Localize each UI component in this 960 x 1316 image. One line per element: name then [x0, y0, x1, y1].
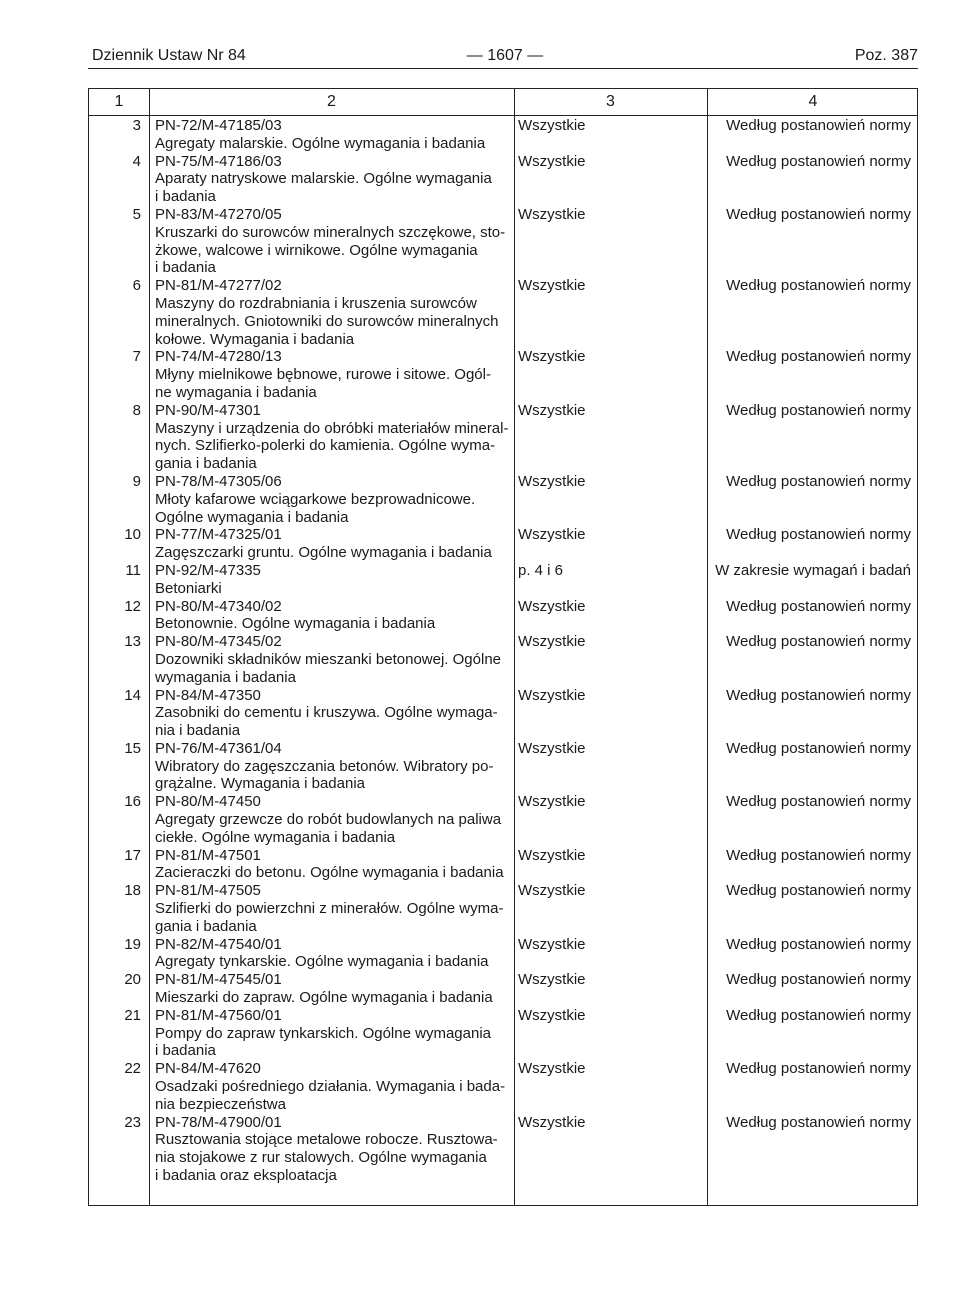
row-number: 10	[124, 526, 141, 544]
row-number: 14	[124, 686, 141, 704]
requirements-cell: Według postanowień normy	[726, 472, 911, 490]
column-header: 1	[114, 93, 124, 110]
requirements-cell: Według postanowień normy	[726, 846, 911, 864]
standard-description	[155, 348, 507, 401]
scope-cell: Wszystkie	[518, 1006, 586, 1024]
standard-description	[155, 598, 507, 634]
standard-title-line: Aparaty natryskowe malarskie. Ogólne wymagania	[155, 170, 492, 188]
table-row	[89, 117, 917, 153]
standard-description	[155, 1114, 507, 1185]
requirements-cell: Według postanowień normy	[726, 633, 911, 651]
standard-title-line: wymagania i badania	[155, 668, 296, 686]
table-row	[89, 402, 917, 473]
table-row	[89, 598, 917, 634]
standard-code: PN-75/M-47186/03	[155, 152, 282, 170]
standard-code: PN-80/M-47450	[155, 793, 261, 811]
table-row	[89, 793, 917, 846]
standard-title-line: nia stojakowe z rur stalowych. Ogólne wymagania	[155, 1149, 487, 1167]
scope-cell: Wszystkie	[518, 526, 586, 544]
requirements-cell: Według postanowień normy	[726, 205, 911, 223]
row-number: 21	[124, 1006, 141, 1024]
standard-description	[155, 936, 507, 972]
table-row	[89, 882, 917, 935]
requirements-cell: Według postanowień normy	[726, 1060, 911, 1078]
scope-cell: Wszystkie	[518, 793, 586, 811]
requirements-cell: Według postanowień normy	[726, 793, 911, 811]
table-header-row	[89, 89, 917, 116]
scope-cell: Wszystkie	[518, 117, 586, 134]
standard-title-line: i badania	[155, 188, 216, 206]
row-number: 15	[124, 739, 141, 757]
standard-code: PN-78/M-47900/01	[155, 1113, 282, 1131]
standard-title-line: Agregaty tynkarskie. Ogólne wymagania i badania	[155, 953, 489, 971]
standard-title-line: Dozowniki składników mieszanki betonowej. Ogólne	[155, 650, 502, 668]
standard-title-line: Mieszarki do zapraw. Ogólne wymagania i badania	[155, 989, 493, 1007]
standard-title-line: Zagęszczarki gruntu. Ogólne wymagania i badania	[155, 544, 492, 562]
journal-title: Dziennik Ustaw Nr 84	[92, 47, 246, 64]
standard-title-line: ciekłe. Ogólne wymagania i badania	[155, 828, 396, 846]
table-row	[89, 633, 917, 686]
standard-code: PN-80/M-47340/02	[155, 597, 282, 615]
table-row	[89, 740, 917, 793]
standard-title-line: nych. Szlifierko-polerki do kamienia. Ogólne wyma-	[155, 437, 496, 455]
standard-title-line: mineralnych. Gniotowniki do surowców mineralnych	[155, 312, 499, 330]
standard-title-line: Młyny mielnikowe bębnowe, rurowe i sitowe. Ogól-	[155, 366, 491, 384]
standard-code: PN-81/M-47501	[155, 846, 261, 864]
requirements-cell: Według postanowień normy	[726, 935, 911, 953]
standard-title-line: Maszyny i urządzenia do obróbki materiałów mineral-	[155, 419, 509, 437]
table-row	[89, 562, 917, 598]
requirements-cell: W zakresie wymagań i badań	[715, 561, 911, 579]
standard-description	[155, 971, 507, 1007]
requirements-cell: Według postanowień normy	[726, 686, 911, 704]
standard-title-line: Kruszarki do surowców mineralnych szczękowe, sto-	[155, 223, 506, 241]
table-row	[89, 153, 917, 206]
standard-title-line: gania i badania	[155, 917, 257, 935]
scope-cell: Wszystkie	[518, 633, 586, 651]
table-row	[89, 847, 917, 883]
standard-description	[155, 402, 507, 473]
scope-cell: Wszystkie	[518, 1060, 586, 1078]
row-number: 18	[124, 882, 141, 900]
standard-code: PN-72/M-47185/03	[155, 117, 282, 134]
standard-title-line: grążalne. Wymagania i badania	[155, 775, 365, 793]
standard-title-line: Osadzaki pośredniego działania. Wymagania i bada-	[155, 1078, 506, 1096]
standard-description	[155, 740, 507, 793]
header-rule	[88, 68, 918, 69]
standard-code: PN-84/M-47350	[155, 686, 261, 704]
scope-cell: Wszystkie	[518, 205, 586, 223]
standard-title-line: i badania	[155, 1042, 216, 1060]
standard-title-line: Agregaty grzewcze do robót budowlanych na paliwa	[155, 811, 502, 829]
table-row	[89, 687, 917, 740]
standard-description	[155, 847, 507, 883]
requirements-cell: Według postanowień normy	[726, 526, 911, 544]
position-number: Poz. 387	[854, 47, 918, 64]
standard-title-line: Ogólne wymagania i badania	[155, 508, 349, 526]
scope-cell: Wszystkie	[518, 472, 586, 490]
row-number: 22	[124, 1060, 141, 1078]
requirements-cell: Według postanowień normy	[726, 597, 911, 615]
standard-code: PN-81/M-47277/02	[155, 277, 282, 295]
standard-code: PN-78/M-47305/06	[155, 472, 282, 490]
scope-cell: Wszystkie	[518, 846, 586, 864]
page-number: — 1607 —	[466, 47, 544, 64]
row-number: 3	[132, 117, 141, 134]
standard-title-line: Betoniarki	[155, 579, 222, 597]
standard-title-line: Szlifierki do powierzchni z minerałów. Ogólne wyma-	[155, 900, 504, 918]
standard-description	[155, 687, 507, 740]
standard-description	[155, 562, 507, 598]
standard-title-line: Zacieraczki do betonu. Ogólne wymagania i badania	[155, 864, 504, 882]
row-number: 13	[124, 633, 141, 651]
requirements-cell: Według postanowień normy	[726, 401, 911, 419]
standard-code: PN-82/M-47540/01	[155, 935, 282, 953]
standard-code: PN-81/M-47505	[155, 882, 261, 900]
table-row	[89, 1007, 917, 1060]
requirements-cell: Według postanowień normy	[726, 1113, 911, 1131]
standard-code: PN-80/M-47345/02	[155, 633, 282, 651]
standard-description	[155, 153, 507, 206]
standard-title-line: Pompy do zapraw tynkarskich. Ogólne wymagania	[155, 1024, 491, 1042]
requirements-cell: Według postanowień normy	[726, 1006, 911, 1024]
standard-description	[155, 633, 507, 686]
standard-title-line: Agregaty malarskie. Ogólne wymagania i badania	[155, 134, 486, 152]
standard-code: PN-77/M-47325/01	[155, 526, 282, 544]
standard-title-line: i badania	[155, 259, 216, 277]
row-number: 7	[132, 348, 141, 366]
standard-code: PN-81/M-47545/01	[155, 971, 282, 989]
table-row	[89, 936, 917, 972]
requirements-cell: Według postanowień normy	[726, 739, 911, 757]
standard-description	[155, 1060, 507, 1113]
column-header: 3	[606, 93, 615, 110]
standards-table	[88, 88, 918, 1206]
row-number: 4	[132, 152, 141, 170]
scope-cell: Wszystkie	[518, 935, 586, 953]
standard-description	[155, 117, 507, 153]
standard-title-line: Rusztowania stojące metalowe robocze. Rusztowa-	[155, 1131, 498, 1149]
standard-description	[155, 277, 507, 348]
requirements-cell: Według postanowień normy	[726, 348, 911, 366]
scope-cell: Wszystkie	[518, 739, 586, 757]
scope-cell: Wszystkie	[518, 348, 586, 366]
standard-description	[155, 882, 507, 935]
table-row	[89, 348, 917, 401]
standard-title-line: Betonownie. Ogólne wymagania i badania	[155, 615, 436, 633]
standard-code: PN-74/M-47280/13	[155, 348, 282, 366]
standard-title-line: gania i badania	[155, 455, 257, 473]
standard-title-line: Wibratory do zagęszczania betonów. Wibratory po-	[155, 757, 494, 775]
requirements-cell: Według postanowień normy	[726, 277, 911, 295]
table-body	[89, 117, 917, 1185]
page-header	[92, 47, 918, 69]
scope-cell: Wszystkie	[518, 1113, 586, 1131]
requirements-cell: Według postanowień normy	[726, 971, 911, 989]
scope-cell: Wszystkie	[518, 971, 586, 989]
scope-cell: Wszystkie	[518, 401, 586, 419]
standard-code: PN-90/M-47301	[155, 401, 261, 419]
row-number: 11	[125, 561, 141, 579]
row-number: 19	[124, 935, 141, 953]
table-row	[89, 206, 917, 277]
standard-title-line: i badania oraz eksploatacja	[155, 1167, 337, 1185]
standard-code: PN-83/M-47270/05	[155, 205, 282, 223]
row-number: 6	[132, 277, 141, 295]
row-number: 23	[124, 1113, 141, 1131]
standard-code: PN-81/M-47560/01	[155, 1006, 282, 1024]
row-number: 9	[132, 472, 141, 490]
scope-cell: Wszystkie	[518, 277, 586, 295]
standard-title-line: Zasobniki do cementu i kruszywa. Ogólne wymaga-	[155, 704, 498, 722]
table-row	[89, 526, 917, 562]
standard-code: PN-84/M-47620	[155, 1060, 261, 1078]
standard-description	[155, 793, 507, 846]
table-row	[89, 1114, 917, 1185]
standard-title-line: żkowe, walcowe i wirnikowe. Ogólne wymagania	[155, 241, 478, 259]
scope-cell: Wszystkie	[518, 152, 586, 170]
requirements-cell: Według postanowień normy	[726, 152, 911, 170]
row-number: 8	[132, 401, 141, 419]
standard-title-line: nia i badania	[155, 722, 241, 740]
standard-title-line: ne wymagania i badania	[155, 383, 317, 401]
column-header: 4	[808, 93, 818, 110]
scope-cell: Wszystkie	[518, 686, 586, 704]
standard-description	[155, 473, 507, 526]
standard-title-line: Młoty kafarowe wciągarkowe bezprowadnicowe.	[155, 490, 476, 508]
standard-description	[155, 1007, 507, 1060]
standard-title-line: Maszyny do rozdrabniania i kruszenia surowców	[155, 294, 477, 312]
scope-cell: Wszystkie	[518, 882, 586, 900]
scope-cell: p. 4 i 6	[518, 561, 564, 579]
standard-title-line: kołowe. Wymagania i badania	[155, 330, 355, 348]
row-number: 12	[124, 597, 141, 615]
table-row	[89, 1060, 917, 1113]
standard-title-line: nia bezpieczeństwa	[155, 1095, 286, 1113]
table-row	[89, 971, 917, 1007]
table-row	[89, 277, 917, 348]
row-number: 5	[132, 205, 141, 223]
requirements-cell: Według postanowień normy	[726, 117, 911, 134]
table-row	[89, 473, 917, 526]
requirements-cell: Według postanowień normy	[726, 882, 911, 900]
standard-code: PN-76/M-47361/04	[155, 739, 282, 757]
standard-description	[155, 206, 507, 277]
column-header: 2	[327, 93, 336, 110]
row-number: 20	[124, 971, 141, 989]
standard-code: PN-92/M-47335	[155, 561, 261, 579]
row-number: 16	[124, 793, 141, 811]
scope-cell: Wszystkie	[518, 597, 586, 615]
row-number: 17	[124, 846, 141, 864]
standard-description	[155, 526, 507, 562]
